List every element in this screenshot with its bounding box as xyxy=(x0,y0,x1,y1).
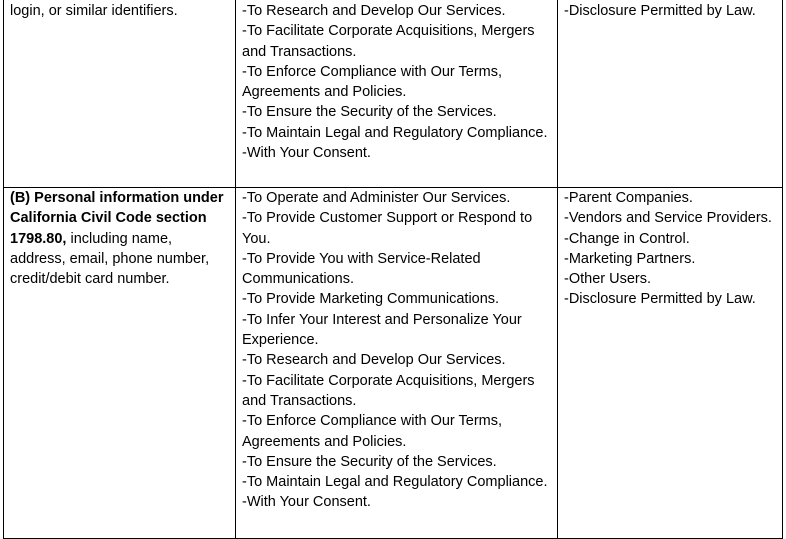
purpose-item: -To Operate and Administer Our Services. xyxy=(242,190,511,206)
recipient-item: -Marketing Partners. xyxy=(564,250,696,267)
recipients-cell xyxy=(558,0,783,188)
purpose-item: -To Enforce Compliance with Our Terms, Agreements and Policies. xyxy=(242,413,503,450)
table-row xyxy=(4,188,783,539)
purpose-item: -To Research and Develop Our Services. xyxy=(242,3,506,19)
purpose-item: -To Maintain Legal and Regulatory Compliance. xyxy=(242,124,548,141)
category-description: including name, address, email, phone number, credit/debit card number. xyxy=(10,230,210,288)
purpose-item: -To Facilitate Corporate Acquisitions, Mergers and Transactions. xyxy=(242,23,535,60)
table-row xyxy=(4,0,783,188)
purpose-item: -To Provide You with Service-Related Communications. xyxy=(242,250,481,288)
category-description: login, or similar identifiers. xyxy=(10,3,178,19)
category-title: (B) Personal information under California Civil Code section 1798.80, xyxy=(10,190,224,247)
recipients-cell xyxy=(558,188,783,539)
recipient-item: -Vendors and Service Providers. xyxy=(564,210,772,227)
purpose-item: -To Enforce Compliance with Our Terms, Agreements and Policies. xyxy=(242,63,503,101)
privacy-disclosure-table xyxy=(3,0,783,539)
recipient-item: -Change in Control. xyxy=(564,230,690,247)
recipient-item: -Disclosure Permitted by Law. xyxy=(564,291,756,308)
purpose-item: -To Ensure the Security of the Services. xyxy=(242,453,497,470)
recipient-item: -Disclosure Permitted by Law. xyxy=(564,3,756,19)
purpose-item: -To Provide Customer Support or Respond to You. xyxy=(242,210,533,247)
recipient-item: -Other Users. xyxy=(564,271,652,288)
purpose-item: -To Ensure the Security of the Services. xyxy=(242,104,497,121)
purpose-item: -With Your Consent. xyxy=(242,494,371,511)
purpose-item: -To Facilitate Corporate Acquisitions, Mergers and Transactions. xyxy=(242,372,535,409)
purpose-item: -To Provide Marketing Communications. xyxy=(242,291,500,308)
category-cell xyxy=(4,188,236,539)
purpose-item: -To Maintain Legal and Regulatory Compliance. xyxy=(242,474,548,491)
purpose-item: -To Infer Your Interest and Personalize Your Experience. xyxy=(242,311,522,349)
purpose-item: -With Your Consent. xyxy=(242,145,371,162)
recipient-item: -Parent Companies. xyxy=(564,190,693,206)
category-cell xyxy=(4,0,236,188)
purposes-cell xyxy=(236,0,558,188)
purposes-cell xyxy=(236,188,558,539)
purpose-item: -To Research and Develop Our Services. xyxy=(242,352,506,369)
